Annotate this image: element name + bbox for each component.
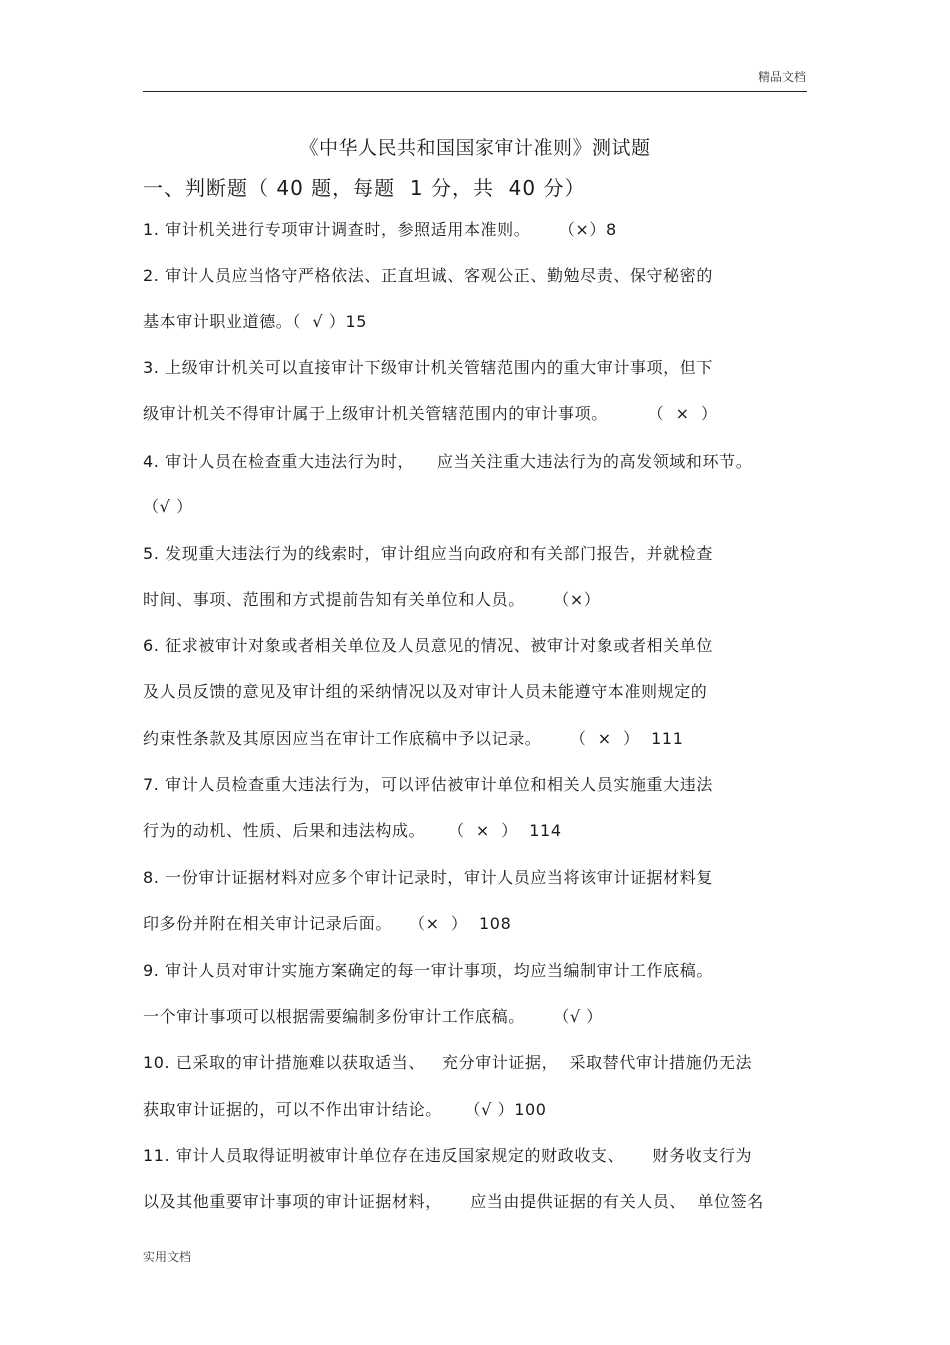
page-footer-label: 实用文档	[143, 1250, 192, 1264]
text-line: 基本审计职业道德。（ √ ）15	[143, 312, 368, 331]
text-line: 级审计机关不得审计属于上级审计机关管辖范围内的审计事项。 （ × ）	[143, 404, 718, 423]
text-line: 10. 已采取的审计措施难以获取适当、 充分审计证据， 采取替代审计措施仍无法	[143, 1053, 753, 1072]
text-line: 4. 审计人员在检查重大违法行为时， 应当关注重大违法行为的高发领域和环节。	[143, 452, 753, 471]
text-line: （√ ）	[143, 497, 193, 516]
text-line: 行为的动机、性质、后果和违法构成。 （ × ） 114	[143, 821, 562, 840]
text-line: 5. 发现重大违法行为的线索时，审计组应当向政府和有关部门报告，并就检查	[143, 544, 713, 563]
text-line: 1. 审计机关进行专项审计调查时，参照适用本准则。 （×）8	[143, 220, 617, 239]
text-line: 以及其他重要审计事项的审计证据材料， 应当由提供证据的有关人员、 单位签名	[143, 1192, 764, 1211]
text-line: 7. 审计人员检查重大违法行为，可以评估被审计单位和相关人员实施重大违法	[143, 775, 713, 794]
page-header-label: 精品文档	[757, 70, 806, 84]
text-line: 11. 审计人员取得证明被审计单位存在违反国家规定的财政收支、 财务收支行为	[143, 1146, 753, 1165]
text-line: 获取审计证据的，可以不作出审计结论。 （√ ）100	[143, 1100, 547, 1119]
text-line: 一个审计事项可以根据需要编制多份审计工作底稿。 （√ ）	[143, 1007, 603, 1026]
text-line: 时间、事项、范围和方式提前告知有关单位和人员。 （×）	[143, 590, 601, 609]
text-line: 及人员反馈的意见及审计组的采纳情况以及对审计人员未能遵守本准则规定的	[143, 682, 708, 701]
text-line: 9. 审计人员对审计实施方案确定的每一审计事项，均应当编制审计工作底稿。	[143, 961, 713, 980]
document-title: 《中华人民共和国国家审计准则》测试题	[299, 137, 651, 159]
text-line: 2. 审计人员应当恪守严格依法、正直坦诚、客观公正、勤勉尽责、保守秘密的	[143, 266, 713, 285]
header-divider	[143, 91, 807, 92]
text-line: 6. 征求被审计对象或者相关单位及人员意见的情况、被审计对象或者相关单位	[143, 636, 713, 655]
text-line: 8. 一份审计证据材料对应多个审计记录时，审计人员应当将该审计证据材料复	[143, 868, 713, 887]
section-heading: 一、判断题（ 40 题，每题 1 分，共 40 分）	[143, 176, 586, 200]
text-line: 约束性条款及其原因应当在审计工作底稿中予以记录。 （ × ） 111	[143, 729, 684, 748]
text-line: 印多份并附在相关审计记录后面。 （× ） 108	[143, 914, 512, 933]
text-line: 3. 上级审计机关可以直接审计下级审计机关管辖范围内的重大审计事项，但下	[143, 358, 713, 377]
